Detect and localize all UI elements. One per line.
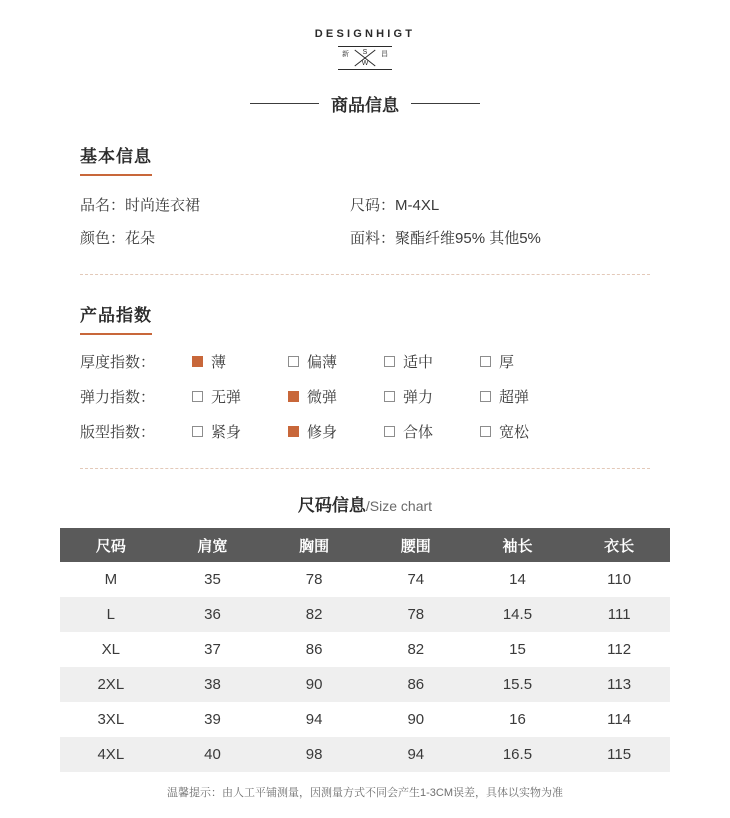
index-row-thickness: [80, 351, 650, 372]
column-header-waist: 腰围: [365, 528, 467, 562]
divider-bottom: [80, 468, 650, 469]
cell-shoulder: 40: [162, 737, 264, 772]
cell-shoulder: 35: [162, 562, 264, 597]
size-chart-title-cn: 尺码信息: [297, 496, 366, 515]
option-fit-1[interactable]: [288, 421, 384, 442]
column-header-shoulder: 肩宽: [162, 528, 264, 562]
table-row: [60, 702, 670, 737]
cell-sleeve: 14.5: [467, 597, 569, 632]
cell-waist: 78: [365, 597, 467, 632]
spec-value-name: 时尚连衣裙: [125, 197, 201, 214]
option-fit-3[interactable]: [480, 421, 576, 442]
cell-size: XL: [60, 632, 162, 667]
index-row-elasticity: [80, 386, 650, 407]
column-header-sleeve: 袖长: [467, 528, 569, 562]
title-text: 商品信息: [331, 96, 399, 115]
product-index-heading: 产品指数: [80, 301, 152, 335]
product-index-section: [0, 275, 730, 469]
option-label: 微弹: [307, 389, 338, 406]
spec-row-color: [80, 227, 350, 248]
option-thickness-0[interactable]: [192, 351, 288, 372]
spec-label-size: 尺码：: [350, 197, 396, 214]
basic-info-grid: [80, 194, 650, 248]
cell-length: 112: [568, 632, 670, 667]
checkbox-icon[interactable]: [480, 356, 491, 367]
cell-bust: 94: [263, 702, 365, 737]
measurement-note: 温馨提示：由人工平铺测量，因测量方式不同会产生1-3CM误差，具体以实物为准: [166, 787, 563, 799]
cell-length: 113: [568, 667, 670, 702]
option-fit-2[interactable]: [384, 421, 480, 442]
option-label: 偏薄: [307, 354, 338, 371]
cell-length: 114: [568, 702, 670, 737]
size-chart-table: [60, 528, 670, 772]
brand-wordmark: DESIGNHIGT: [314, 28, 416, 40]
checkbox-icon[interactable]: [192, 426, 203, 437]
brand-mark-icon: [338, 43, 392, 73]
checkbox-icon[interactable]: [288, 391, 299, 402]
table-row: [60, 597, 670, 632]
cell-sleeve: 16: [467, 702, 569, 737]
spec-label-color: 颜色：: [80, 230, 126, 247]
option-label: 弹力: [403, 389, 434, 406]
spec-row-name: [80, 194, 350, 215]
checkbox-icon[interactable]: [384, 391, 395, 402]
cell-size: L: [60, 597, 162, 632]
checkbox-icon[interactable]: [480, 391, 491, 402]
cell-bust: 82: [263, 597, 365, 632]
cell-length: 111: [568, 597, 670, 632]
option-thickness-2[interactable]: [384, 351, 480, 372]
option-elasticity-1[interactable]: [288, 386, 384, 407]
cell-bust: 78: [263, 562, 365, 597]
column-header-length: 衣长: [568, 528, 670, 562]
column-header-bust: 胸围: [263, 528, 365, 562]
checkbox-icon[interactable]: [384, 426, 395, 437]
brand-logo: [0, 0, 730, 73]
basic-info-heading: 基本信息: [80, 142, 152, 176]
spec-row-size: [350, 194, 650, 215]
brand-mark-char-bottom: W: [361, 60, 369, 67]
cell-shoulder: 39: [162, 702, 264, 737]
cell-shoulder: 38: [162, 667, 264, 702]
cell-length: 110: [568, 562, 670, 597]
product-index-rows: [80, 351, 650, 442]
option-label: 厚: [499, 354, 515, 371]
table-row: [60, 667, 670, 702]
option-label: 适中: [403, 354, 434, 371]
option-label: 修身: [307, 424, 338, 441]
cell-waist: 86: [365, 667, 467, 702]
brand-mark-char-right: 昌: [381, 51, 388, 58]
size-chart-section: [0, 491, 730, 800]
basic-info-section: [0, 116, 730, 275]
spec-row-fabric: [350, 227, 650, 248]
title-rule-right: [411, 103, 480, 104]
cell-size: 4XL: [60, 737, 162, 772]
cell-shoulder: 36: [162, 597, 264, 632]
cell-waist: 74: [365, 562, 467, 597]
cell-size: M: [60, 562, 162, 597]
table-header-row: [60, 528, 670, 562]
size-chart-title: [0, 491, 730, 516]
title-rule-left: [250, 103, 319, 104]
table-row: [60, 632, 670, 667]
option-label: 紧身: [211, 424, 242, 441]
table-row: [60, 562, 670, 597]
option-label: 宽松: [499, 424, 530, 441]
option-elasticity-0[interactable]: [192, 386, 288, 407]
spec-value-color: 花朵: [125, 230, 156, 247]
brand-mark-char-top: S: [362, 49, 368, 56]
checkbox-icon[interactable]: [288, 426, 299, 437]
cell-sleeve: 15: [467, 632, 569, 667]
index-row-fit: [80, 421, 650, 442]
option-label: 超弹: [499, 389, 530, 406]
brand-mark-char-left: 新: [342, 51, 349, 58]
spec-value-fabric: 聚酯纤维95% 其他5%: [395, 230, 541, 247]
cell-sleeve: 16.5: [467, 737, 569, 772]
cell-bust: 98: [263, 737, 365, 772]
spec-label-name: 品名：: [80, 197, 126, 214]
option-label: 合体: [403, 424, 434, 441]
cell-waist: 94: [365, 737, 467, 772]
cell-length: 115: [568, 737, 670, 772]
checkbox-icon[interactable]: [480, 426, 491, 437]
option-label: 薄: [211, 354, 227, 371]
option-elasticity-2[interactable]: [384, 386, 480, 407]
table-row: [60, 737, 670, 772]
cell-size: 3XL: [60, 702, 162, 737]
index-label-elasticity: 弹力指数：: [80, 389, 156, 406]
index-label-fit: 版型指数：: [80, 424, 156, 441]
option-thickness-1[interactable]: [288, 351, 384, 372]
size-chart-title-en: /Size chart: [365, 498, 433, 514]
option-thickness-3[interactable]: [480, 351, 576, 372]
cell-waist: 90: [365, 702, 467, 737]
cell-sleeve: 14: [467, 562, 569, 597]
column-header-size: 尺码: [60, 528, 162, 562]
checkbox-icon[interactable]: [192, 356, 203, 367]
page-title: [0, 91, 730, 116]
checkbox-icon[interactable]: [384, 356, 395, 367]
cell-bust: 86: [263, 632, 365, 667]
option-fit-0[interactable]: [192, 421, 288, 442]
cell-size: 2XL: [60, 667, 162, 702]
option-label: 无弹: [211, 389, 242, 406]
cell-sleeve: 15.5: [467, 667, 569, 702]
spec-value-size: M-4XL: [395, 197, 440, 214]
option-elasticity-3[interactable]: [480, 386, 576, 407]
checkbox-icon[interactable]: [288, 356, 299, 367]
checkbox-icon[interactable]: [192, 391, 203, 402]
cell-shoulder: 37: [162, 632, 264, 667]
index-label-thickness: 厚度指数：: [80, 354, 156, 371]
cell-waist: 82: [365, 632, 467, 667]
spec-label-fabric: 面料：: [350, 230, 396, 247]
cell-bust: 90: [263, 667, 365, 702]
